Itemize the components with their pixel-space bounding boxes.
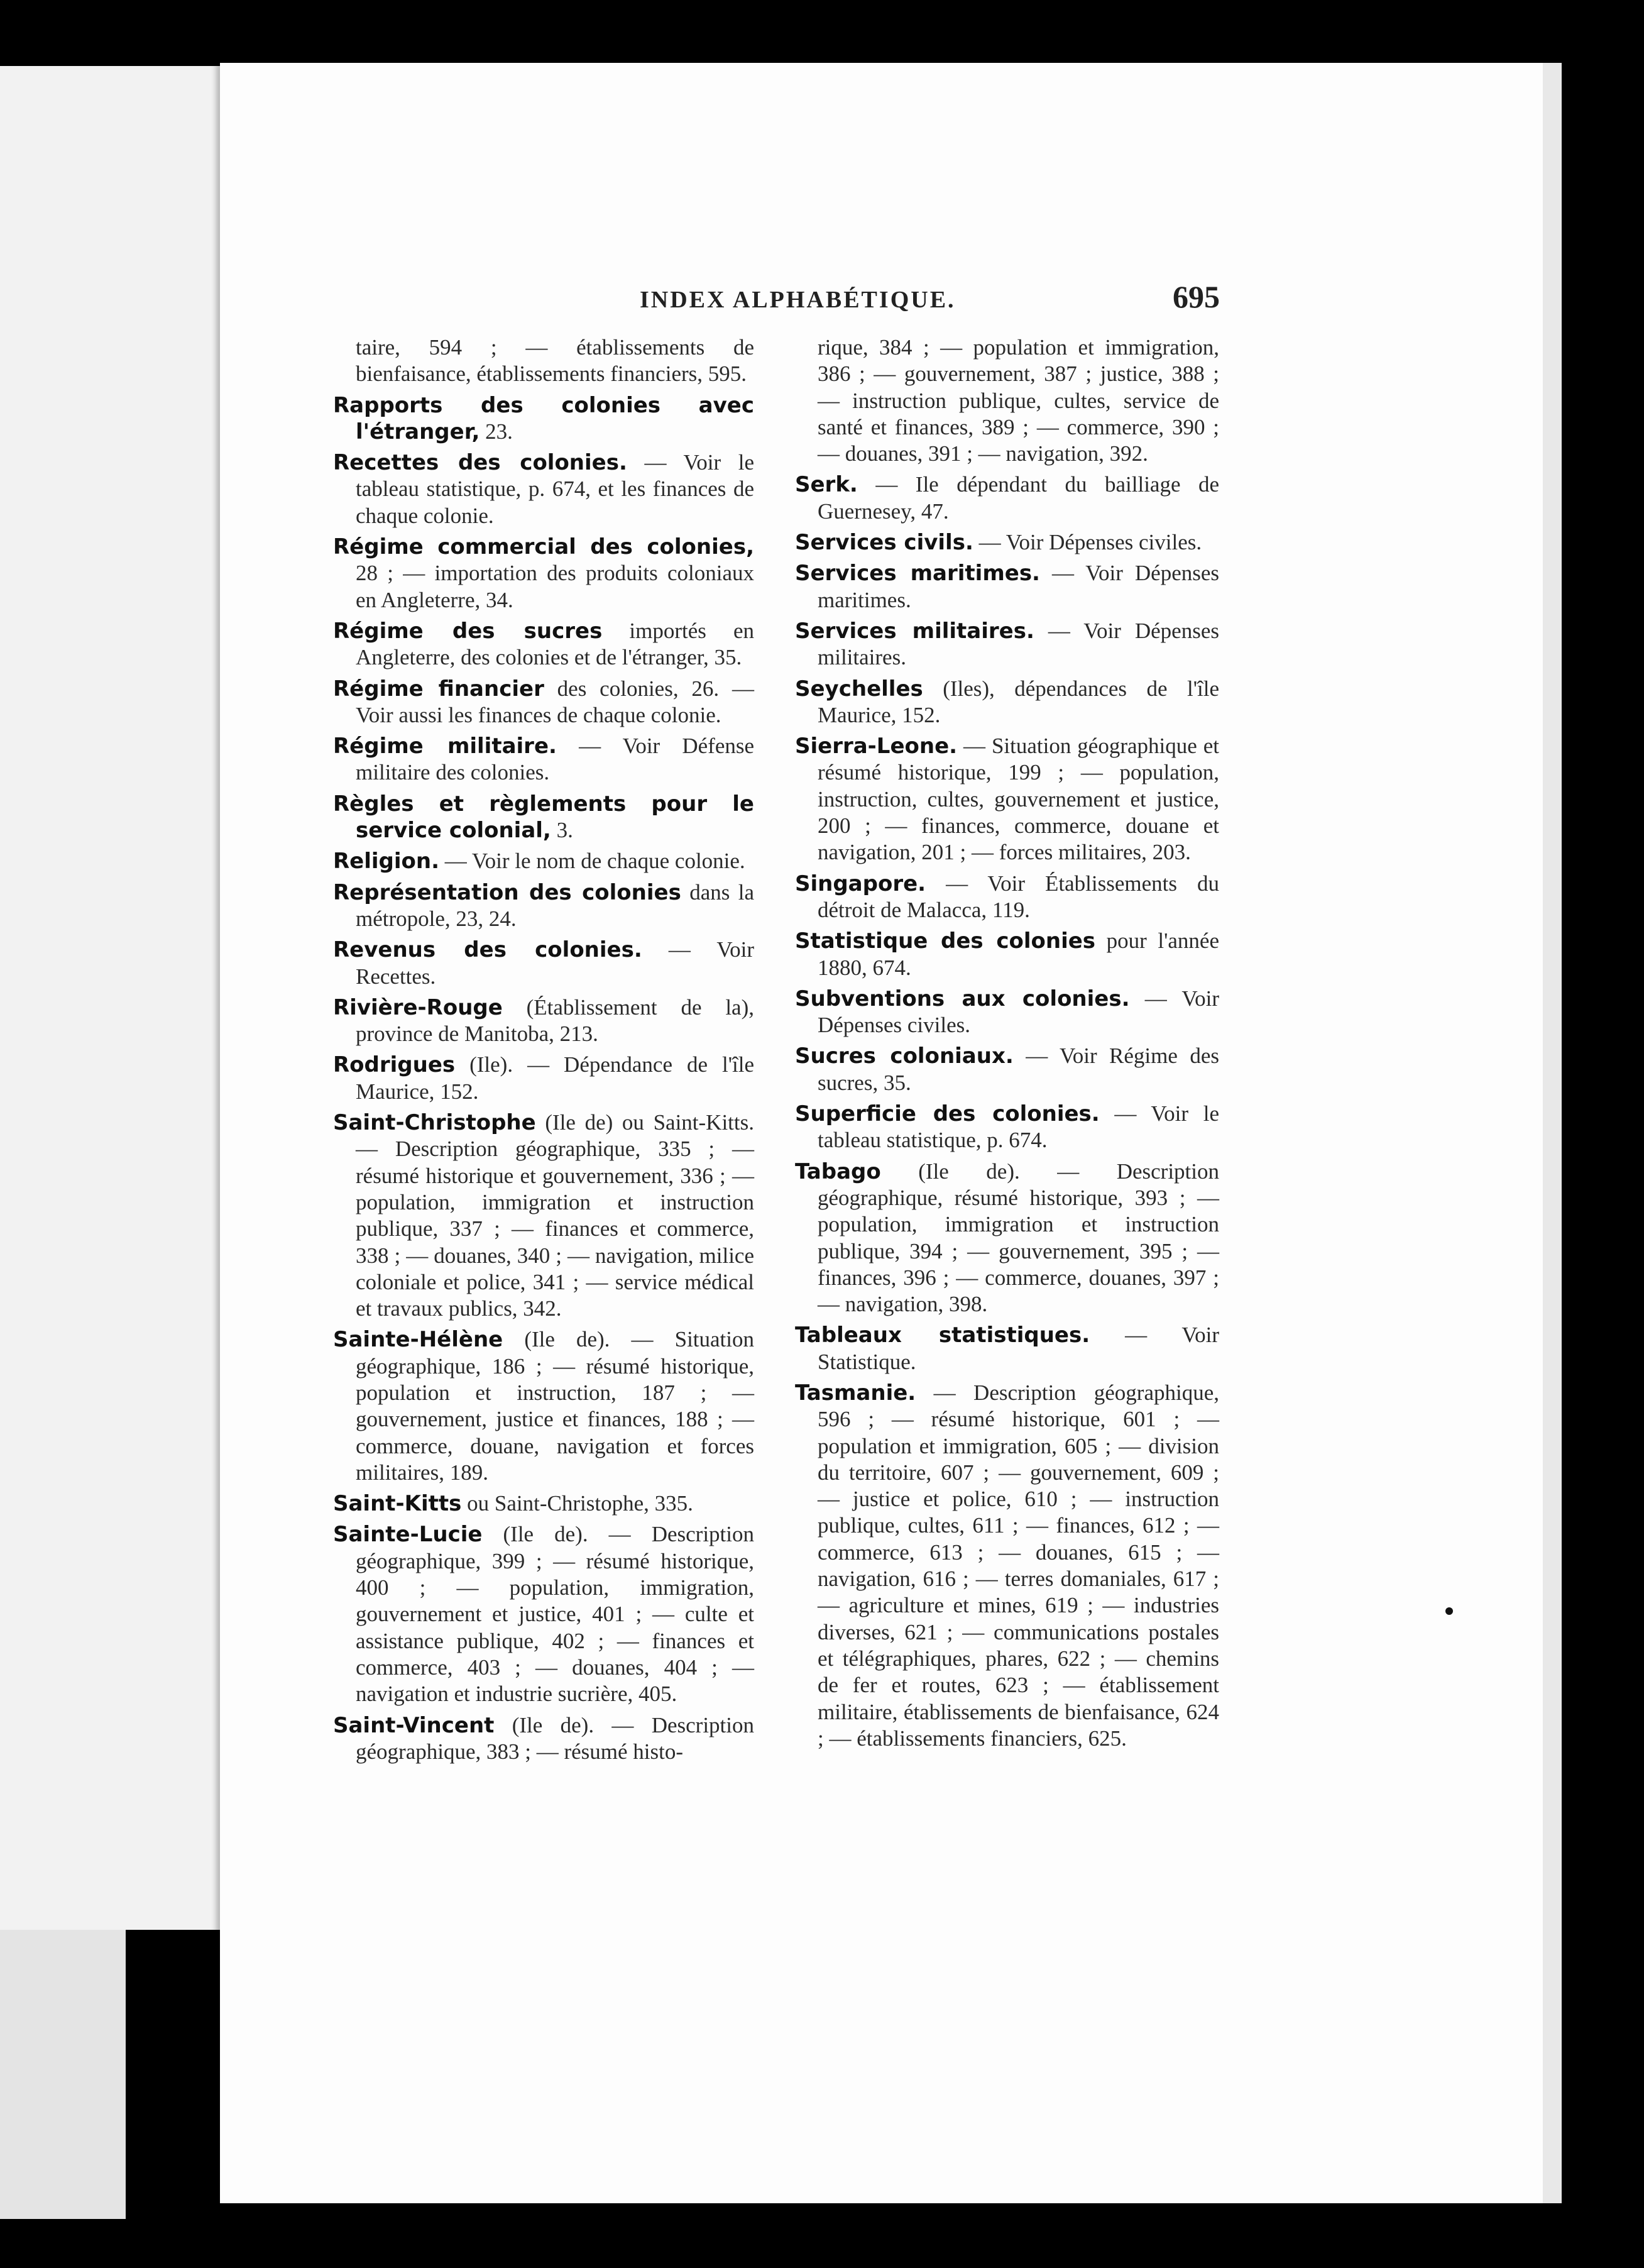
index-references: 3. [551, 818, 573, 843]
index-references: (Ile de). — Description géographique, résumé historique, 393 ; — population, immigration et instruction publique, 394 ; — gouvernement, 395 ; — finances, 396 ; — commerce, douanes, 397 ; — navigation, 398. [818, 1159, 1219, 1317]
index-entry [333, 937, 754, 990]
index-entry [795, 871, 1219, 924]
index-references: — Voir le tableau statistique, p. 674. [818, 1101, 1219, 1153]
index-term: Saint-Kitts [333, 1491, 462, 1517]
index-references: — Description géographique, 596 ; — résumé historique, 601 ; — population et immigration, 605 ; — division du territoire, 607 ; — gouvernement, 609 ; — justice et police, 610 ; — instruction publique, cultes, 611 ; — finances, 612 ; — commerce, 613 ; — douanes, 615 ; — navigation, 616 ; — terres domaniales, 617 ; — agriculture et mines, 619 ; — industries diverses, 621 ; — communications postales et télégraphiques, phares, 622 ; — chemins de fer et routes, 623 ; — établissement militaire, établissements de bienfaisance, 624 ; — établissements financiers, 625. [818, 1380, 1219, 1751]
index-column-left [333, 334, 754, 1770]
index-references: 28 ; — importation des produits coloniaux en Angleterre, 34. [356, 561, 754, 612]
index-term: Sainte-Lucie [333, 1522, 483, 1548]
index-entry [333, 879, 754, 933]
ink-spot [1445, 1607, 1453, 1615]
index-references: (Ile de). — Situation géographique, 186 ; — résumé historique, population et instruction, 187 ; — gouvernement, justice et finances, 188 ; — commerce, douane, navigation et forces militaires, 189. [356, 1327, 754, 1485]
index-entry [795, 1159, 1219, 1318]
index-references: taire, 594 ; — établissements de bienfaisance, établissements financiers, 595. [356, 335, 754, 387]
index-entry [333, 1109, 754, 1322]
index-references: — Voir Établissements du détroit de Malacca, 119. [818, 871, 1219, 922]
index-term: Rapports des colonies avec l'étranger, [333, 392, 754, 444]
index-entry [795, 334, 1219, 467]
index-term: Religion. [333, 849, 440, 874]
index-entry [333, 392, 754, 446]
index-entry [333, 618, 754, 671]
index-term: Services maritimes. [795, 561, 1040, 586]
index-entry [795, 529, 1219, 556]
index-entry [333, 334, 754, 388]
index-term: Représentation des colonies [333, 879, 681, 905]
index-term: Services militaires. [795, 618, 1034, 644]
index-term: Rodrigues [333, 1052, 456, 1078]
index-references: (Ile de) ou Saint-Kitts. — Description géographique, 335 ; — résumé historique et gouvernement, 336 ; — population, immigration et instruction publique, 337 ; — finances et commerce, 338 ; — douanes, 340 ; — navigation, milice coloniale et police, 341 ; — service médical et travaux publics, 342. [356, 1110, 754, 1321]
index-entry [795, 1322, 1219, 1375]
index-entry [795, 986, 1219, 1039]
index-references: — Voir Dépenses civiles. [973, 530, 1202, 555]
index-references: — Situation géographique et résumé historique, 199 ; — population, instruction, cultes, gouvernement et justice, 200 ; — finances, commerce, douane et navigation, 201 ; — forces militaires, 203. [818, 734, 1219, 865]
index-references: — Voir Dépenses civiles. [818, 986, 1219, 1038]
index-entry [333, 1521, 754, 1707]
index-references: — Voir le nom de chaque colonie. [439, 849, 745, 874]
index-column-right [795, 334, 1219, 1756]
index-entry [795, 1101, 1219, 1154]
index-references: (Ile de). — Description géographique, 399 ; — résumé historique, 400 ; — population, immigration, gouvernement et justice, 401 ; — culte et assistance publique, 402 ; — finances et commerce, 403 ; — douanes, 404 ; — navigation et industrie sucrière, 405. [356, 1522, 754, 1707]
index-term: Saint-Vincent [333, 1712, 495, 1738]
index-references: 23. [480, 419, 513, 444]
index-term: Tabago [795, 1159, 881, 1184]
index-references: pour l'année 1880, 674. [818, 928, 1219, 980]
index-entry [333, 791, 754, 844]
index-term: Revenus des colonies. [333, 937, 642, 963]
index-term: Régime militaire. [333, 734, 557, 759]
index-references: — Voir Défense militaire des colonies. [356, 734, 755, 785]
index-references: rique, 384 ; — population et immigration, 386 ; — gouvernement, 387 ; justice, 388 ; — instruction publique, cultes, service de santé et finances, 389 ; — commerce, 390 ; — douanes, 391 ; — navigation, 392. [818, 335, 1219, 466]
index-references: importés en Angleterre, des colonies et de l'étranger, 35. [356, 618, 754, 670]
index-term: Tableaux statistiques. [795, 1323, 1090, 1348]
index-term: Régime commercial des colonies, [333, 534, 754, 560]
index-term: Régime financier [333, 676, 544, 702]
index-term: Rivière-Rouge [333, 994, 503, 1020]
index-term: Services civils. [795, 530, 973, 556]
index-term: Singapore. [795, 871, 926, 896]
index-references: dans la métropole, 23, 24. [356, 879, 754, 931]
index-entry [795, 928, 1219, 981]
index-term: Recettes des colonies. [333, 450, 627, 476]
index-references: (Ile de). — Description géographique, 383 ; — résumé histo- [356, 1712, 754, 1764]
index-term: Seychelles [795, 676, 923, 702]
index-references: (Iles), dépendances de l'île Maurice, 152. [818, 676, 1219, 727]
index-entry [333, 449, 754, 529]
running-title: INDEX ALPHABÉTIQUE. [640, 287, 956, 313]
index-entry [333, 1326, 754, 1486]
index-entry [333, 534, 754, 614]
index-entry [795, 560, 1219, 614]
index-entry [795, 471, 1219, 525]
index-entry [333, 1490, 754, 1517]
index-term: Subventions aux colonies. [795, 986, 1130, 1011]
index-references: — Voir Recettes. [356, 937, 754, 989]
index-entry [333, 733, 754, 786]
index-term: Superficie des colonies. [795, 1101, 1100, 1127]
facing-page-edge [0, 66, 228, 1930]
index-references: — Ile dépendant du bailliage de Guernesey, 47. [818, 472, 1219, 524]
index-entry [795, 618, 1219, 671]
index-entry [795, 733, 1219, 866]
index-term: Statistique des colonies [795, 928, 1096, 954]
index-term: Sainte-Hélène [333, 1327, 503, 1353]
index-term: Sucres coloniaux. [795, 1043, 1014, 1069]
index-entry [333, 1712, 754, 1766]
index-references: (Ile). — Dépendance de l'île Maurice, 152. [356, 1052, 754, 1104]
page-fore-edge [1543, 63, 1562, 2203]
page-number: 695 [1173, 279, 1220, 314]
index-references: (Établissement de la), province de Manitoba, 213. [356, 994, 754, 1047]
index-entry [333, 676, 754, 729]
index-term: Tasmanie. [795, 1380, 916, 1406]
index-entry [333, 994, 754, 1048]
index-entry [795, 1380, 1219, 1752]
index-entry [795, 676, 1219, 729]
index-entry [333, 848, 754, 874]
index-references: — Voir Dépenses maritimes. [818, 561, 1219, 612]
index-term: Règles et règlements pour le service colonial, [333, 791, 754, 844]
index-entry [795, 1043, 1219, 1096]
index-references: ou Saint-Christophe, 335. [461, 1491, 693, 1516]
index-term: Serk. [795, 472, 858, 498]
index-term: Sierra-Leone. [795, 734, 958, 759]
index-references: — Voir Régime des sucres, 35. [818, 1043, 1219, 1095]
index-entry [333, 1052, 754, 1105]
index-term: Saint-Christophe [333, 1110, 536, 1136]
index-term: Régime des sucres [333, 618, 603, 644]
index-references: — Voir Statistique. [818, 1323, 1219, 1374]
facing-page-corner [0, 1930, 126, 2219]
index-references: — Voir Dépenses militaires. [818, 618, 1219, 670]
index-references: — Voir le tableau statistique, p. 674, et les finances de chaque colonie. [356, 450, 754, 528]
index-references: des colonies, 26. — Voir aussi les finances de chaque colonie. [356, 676, 754, 727]
